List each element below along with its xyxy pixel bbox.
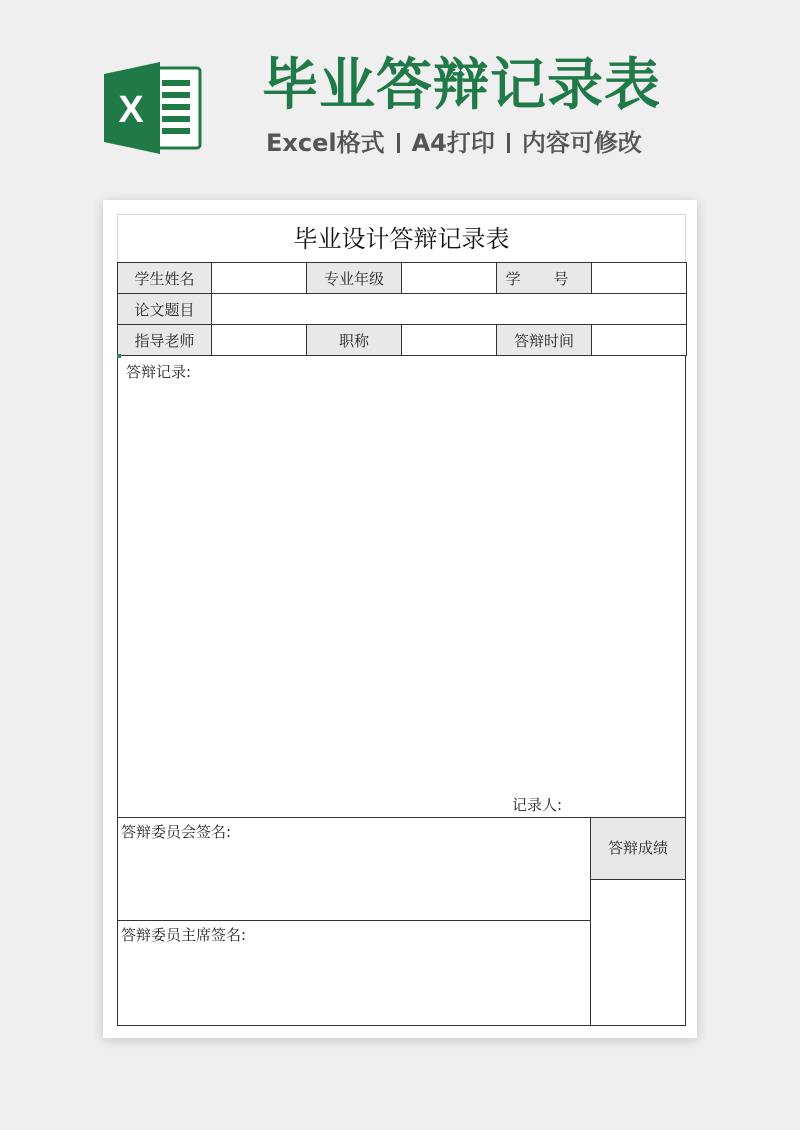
recorder-label: 记录人: (512, 796, 563, 814)
advisor-cell[interactable] (212, 325, 307, 356)
advisor-label: 指导老师 (118, 325, 212, 356)
defense-time-label: 答辩时间 (497, 325, 592, 356)
major-grade-cell[interactable] (402, 263, 497, 294)
defense-record-label: 答辩记录: (126, 363, 192, 381)
subtitle-separator (507, 133, 510, 153)
table-row (118, 325, 687, 356)
table-row (118, 263, 687, 294)
student-id-label: 学 号 (497, 263, 592, 294)
subtitle-separator (397, 133, 400, 153)
excel-logo-icon (104, 60, 204, 156)
chair-sign-area[interactable] (117, 920, 591, 1026)
defense-score-cell[interactable] (590, 879, 686, 1026)
defense-record-area[interactable] (117, 355, 686, 818)
table-row (118, 294, 687, 325)
job-title-label: 职称 (307, 325, 402, 356)
chair-sign-label: 答辩委员主席签名: (121, 926, 247, 944)
student-name-cell[interactable] (212, 263, 307, 294)
student-id-cell[interactable] (592, 263, 687, 294)
committee-sign-area[interactable] (117, 817, 591, 921)
header-title: 毕业答辩记录表 (262, 53, 661, 118)
document-title: 毕业设计答辩记录表 (117, 214, 686, 262)
student-name-label: 学生姓名 (118, 263, 212, 294)
thesis-title-cell[interactable] (212, 294, 687, 325)
subtitle-print: A4打印 (411, 129, 495, 157)
excel-logo-letter: X (118, 89, 144, 131)
defense-score-label: 答辩成绩 (590, 817, 686, 880)
subtitle-format: Excel格式 (266, 129, 385, 157)
job-title-cell[interactable] (402, 325, 497, 356)
subtitle-editable: 内容可修改 (521, 129, 642, 157)
major-grade-label: 专业年级 (307, 263, 402, 294)
committee-sign-label: 答辩委员会签名: (121, 823, 232, 841)
header-subtitle (266, 124, 686, 162)
cell-selection-marker (117, 354, 121, 358)
document-page (103, 200, 697, 1038)
info-table (117, 262, 687, 356)
thesis-title-label: 论文题目 (118, 294, 212, 325)
defense-time-cell[interactable] (592, 325, 687, 356)
